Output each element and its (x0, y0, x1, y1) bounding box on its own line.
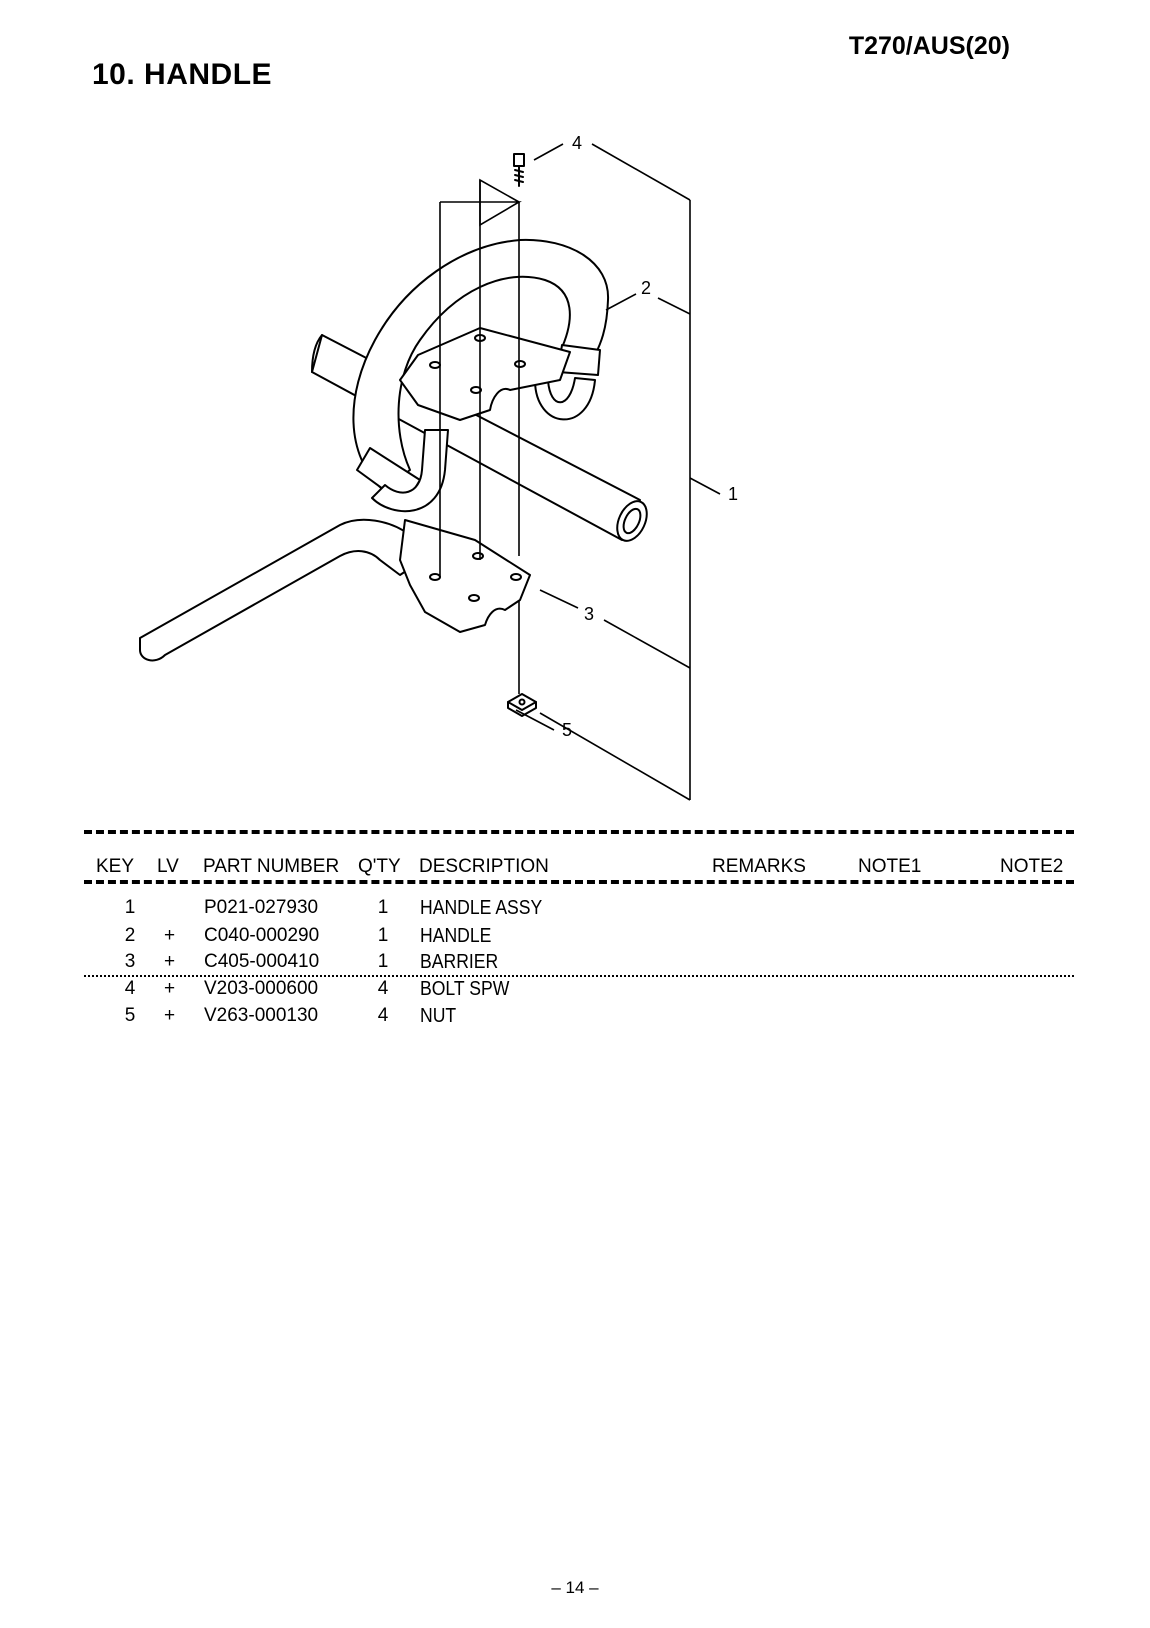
barrier-plate (140, 520, 530, 661)
column-header-lv: LV (157, 856, 179, 877)
table-row (0, 897, 1150, 923)
row-part-number: P021-027930 (204, 897, 319, 918)
row-quantity: 1 (377, 951, 389, 972)
bolt (514, 154, 524, 186)
row-level: + (164, 925, 176, 946)
callout-4: 4 (572, 133, 583, 153)
callout-3: 3 (584, 604, 595, 624)
group-divider (84, 975, 1074, 977)
column-header-note2: NOTE2 (1000, 856, 1064, 877)
column-header-qty: Q'TY (358, 856, 401, 877)
row-quantity: 1 (377, 925, 389, 946)
row-quantity: 4 (377, 978, 389, 999)
table-row (0, 951, 1150, 977)
row-part-number: V203-000600 (204, 978, 319, 999)
row-description: HANDLE (420, 925, 492, 947)
row-level: + (164, 1005, 176, 1026)
table-row (0, 925, 1150, 951)
model-code: T270/AUS(20) (848, 32, 1010, 60)
row-description: NUT (420, 1005, 457, 1027)
row-part-number: C040-000290 (204, 925, 320, 946)
row-part-number: V263-000130 (204, 1005, 319, 1026)
row-level: + (164, 951, 176, 972)
row-key: 5 (124, 1005, 136, 1026)
section-title: 10. HANDLE (92, 58, 273, 91)
table-header-rule (84, 880, 1074, 884)
row-key: 3 (124, 951, 136, 972)
column-header-note1: NOTE1 (858, 856, 922, 877)
table-row (0, 978, 1150, 1004)
table-top-rule (84, 830, 1074, 834)
column-header-key: KEY (96, 856, 135, 877)
page-number: – 14 – (551, 1578, 599, 1597)
row-level: + (164, 978, 176, 999)
column-header-remarks: REMARKS (712, 856, 806, 877)
row-description: HANDLE ASSY (420, 897, 543, 919)
row-key: 1 (124, 897, 136, 918)
table-row (0, 1005, 1150, 1031)
row-part-number: C405-000410 (204, 951, 320, 972)
row-quantity: 4 (377, 1005, 389, 1026)
row-description: BOLT SPW (420, 978, 510, 1000)
callout-5: 5 (562, 720, 573, 740)
row-description: BARRIER (420, 951, 499, 973)
callout-2: 2 (641, 278, 652, 298)
row-key: 2 (124, 925, 136, 946)
callout-1: 1 (728, 484, 739, 504)
column-header-description: DESCRIPTION (419, 856, 549, 877)
row-quantity: 1 (377, 897, 389, 918)
row-key: 4 (124, 978, 136, 999)
column-header-part-number: PART NUMBER (203, 856, 340, 877)
